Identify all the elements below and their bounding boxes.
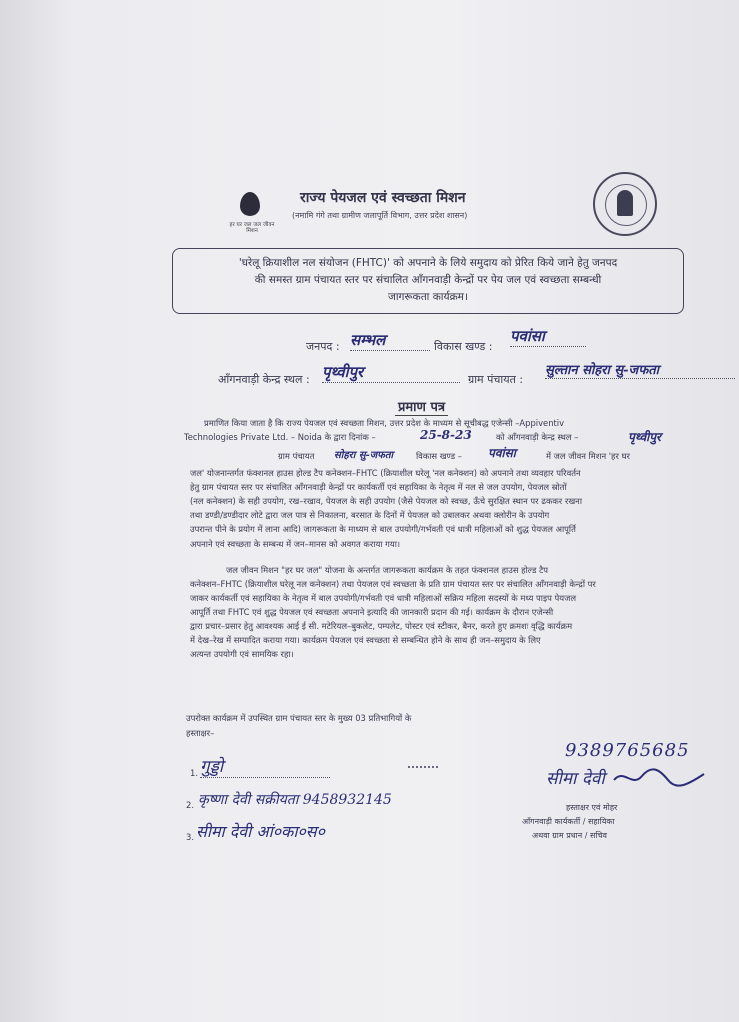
signatory-phone: 9389765685 [565, 740, 690, 761]
district-value: सम्भल [350, 330, 430, 351]
signature-caption-3: अथवा ग्राम प्रधान / सचिव [532, 831, 607, 840]
block-value: पवांसा [510, 326, 586, 347]
anganwadi-value: पृथ्वीपुर [322, 362, 460, 383]
ink-mark [408, 766, 438, 771]
participant-signature-3: सीमा देवी आं०का०स० [196, 822, 325, 841]
para1-place: पृथ्वीपुर [628, 430, 661, 444]
attendance-line2: हस्ताक्षर– [186, 728, 215, 738]
participant-num-2: 2. [186, 800, 194, 810]
para1-line3a: ग्राम पंचायत [278, 451, 315, 461]
participant-signature-1: गुड्डो [200, 754, 330, 778]
signatory-scribble-icon [612, 766, 708, 790]
certificate-title: प्रमाण पत्र [395, 397, 448, 416]
block-label: विकास खण्ड : [434, 340, 493, 353]
participant-signature-2: कृष्णा देवी सक्रीयता 9458932145 [198, 792, 392, 808]
district-label: जनपद : [306, 340, 340, 353]
para1-gp: सोहरा सु-जफता [334, 450, 394, 461]
anganwadi-label: आँगनवाड़ी केन्द्र स्थल : [218, 373, 310, 386]
water-drop-icon [240, 192, 260, 216]
para1-line8: उपरान्त पीने के प्रयोग में लाना आदि) जागरूकता के माध्यम से बाल उपयोगी/गर्भवती एवं धात्री महिलाओं को शुद्ध पेयजल आपूर्ति [190, 524, 576, 534]
jal-jeevan-mission-logo [229, 192, 275, 244]
logo-text: हर घर जल जल जीवन मिशन [229, 222, 275, 234]
header-title: राज्य पेयजल एवं स्वच्छता मिशन [300, 190, 466, 206]
participant-num-1: 1. [190, 768, 198, 778]
para2-line6: में देख–रेख में सम्पादित कराया गया। कार्यक्रम पेयजल एवं स्वच्छता से सम्बन्धित होने के साथ ही जन–समुदाय के लिए [190, 635, 541, 645]
program-line-1: 'घरेलू क्रियाशील नल संयोजन (FHTC)' को अपनाने के लिये समुदाय को प्रेरित किये जाने हेतु जनपद [238, 257, 618, 269]
program-box [172, 248, 684, 314]
para1-line6: (नल कनेक्शन) के सही उपयोग, रख–रखाव, पेयजल के सही उपयोग (जैसे पेयजल को स्वच्छ, ऊँचे सुरक्षित स्थान पर ढककर रखना [190, 496, 582, 506]
panchayat-label: ग्राम पंचायत : [468, 373, 524, 386]
para2-line1: जल जीवन मिशन "हर घर जल" योजना के अन्तर्गत जागरूकता कार्यक्रम के तहत फंक्शनल हाउस होल्ड टैप [226, 565, 549, 575]
para1-line2b: को आँगनवाड़ी केन्द्र स्थल – [496, 432, 579, 442]
up-govt-emblem-icon [593, 172, 657, 236]
para1-line1: प्रमाणित किया जाता है कि राज्य पेयजल एवं स्वच्छता मिशन, उत्तर प्रदेश के माध्यम से सूचीबद्ध एजेन्सी –Appiventiv [204, 418, 565, 428]
para1-line3b: विकास खण्ड – [416, 451, 462, 461]
para2-line2: कनेक्शन–FHTC (क्रियाशील घरेलू नल कनेक्शन) तथा पेयजल एवं स्वच्छता के प्रति ग्राम पंचायत स्तर पर संचालित आँगनवाड़ी केन्द्रों पर [190, 579, 596, 589]
para2-line5: द्वारा प्रचार–प्रसार हेतु आवश्यक आई ई सी. मटेरियल–बुकलेट, पम्पलेट, पोस्टर एवं स्टीकर, बैनर, करते हुए क्रमशः वृद्धि कार्यक्रम [190, 621, 573, 631]
emblem-mark [617, 190, 633, 216]
para1-date: 25-8-23 [420, 428, 472, 442]
para1-line5: हेतु ग्राम पंचायत स्तर पर संचालित आँगनवाड़ी केन्द्रों पर कार्यकर्ती एवं सहायिका के नेतृत्व में नल से जल उपयोग, पेयजल स्रोतों [190, 482, 567, 492]
signature-caption-1: हस्ताक्षर एवं मोहर [566, 803, 618, 812]
panchayat-value: सुल्तान सोहरा सु-जफता [545, 360, 735, 379]
para1-line9: अपनाने एवं स्वच्छता के सम्बन्ध में जन–मानस को अवगत कराया गया। [190, 539, 401, 549]
para1-block: पवांसा [488, 446, 516, 460]
participant-num-3: 3. [186, 832, 194, 842]
header-subtitle: (नमामि गंगे तथा ग्रामीण जलापूर्ति विभाग, उत्तर प्रदेश शासन) [292, 211, 468, 220]
para1-line7: तथा डण्डी/डण्डीदार लोटे द्वारा जल पात्र से निकालना, बरसात के दिनों में पेयजल को उबालकर अथवा क्लोरीन के उपयोग [190, 510, 550, 520]
attendance-line1: उपरोक्त कार्यक्रम में उपस्थित ग्राम पंचायत स्तर के मुख्य 03 प्रतिभागियों के [186, 713, 412, 723]
para2-line3: जाकर कार्यकर्ती एवं सहायिका के नेतृत्व में बाल उपयोगी/गर्भवती एवं धात्री महिलाओं सक्रिय महिला सदस्यों के मध्य पाइप पेयजल [190, 593, 576, 603]
signature-caption-2: आँगनवाड़ी कार्यकर्ती / सहायिका [522, 817, 615, 826]
para1-line2a: Technologies Private Ltd. – Noida के द्वारा दिनांक – [184, 432, 376, 442]
para1-line3c: में जल जीवन मिशन 'हर घर [546, 451, 630, 461]
para2-line4: आपूर्ति तथा FHTC एवं शुद्ध पेयजल एवं स्वच्छता अपनाने इत्यादि की जानकारी प्रदान की गई। कार्यक्रम के दौरान एजेन्सी [190, 607, 554, 617]
para2-line7: अत्यन्त उपयोगी एवं सामयिक रहा। [190, 649, 294, 659]
signatory-name: सीमा देवी [546, 769, 605, 789]
program-line-2: की समस्त ग्राम पंचायत स्तर पर संचालित आँगनवाड़ी केन्द्रों पर पेय जल एवं स्वच्छता सम्बन्धी [254, 274, 602, 286]
para1-line4: जल' योजनान्तर्गत फंक्शनल हाउस होल्ड टैप कनेक्शन–FHTC (क्रियाशील घरेलू 'नल कनेक्शन) को अपनाने तथा व्यवहार परिवर्तन [190, 468, 581, 478]
program-line-3: जागरूकता कार्यक्रम। [388, 291, 468, 303]
